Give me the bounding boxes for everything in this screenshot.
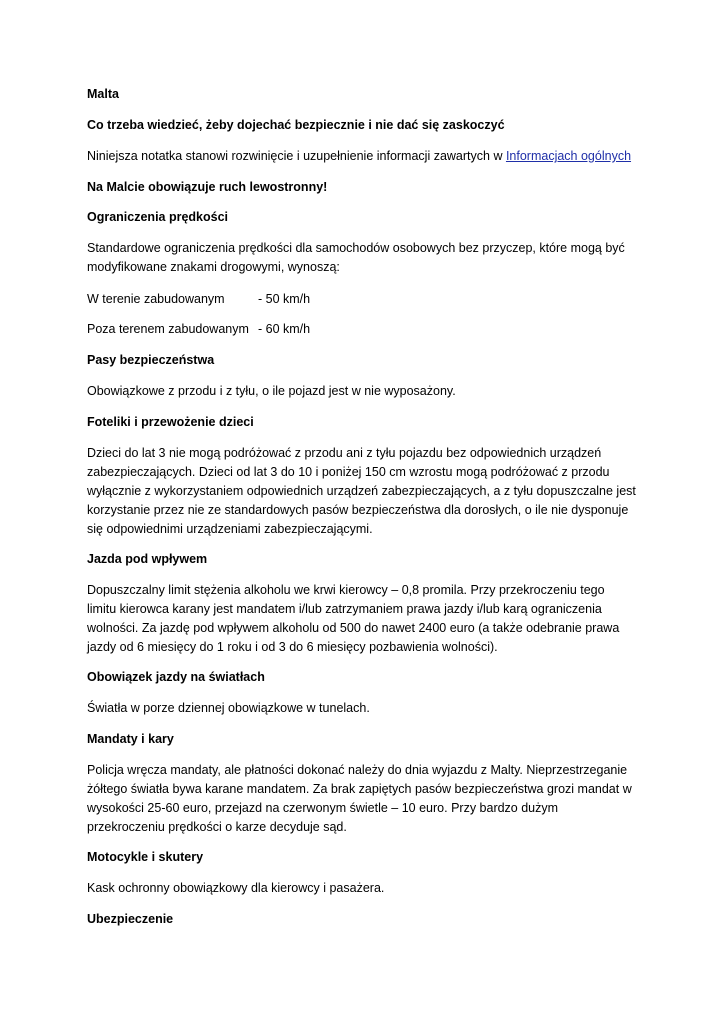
children-heading: Foteliki i przewożenie dzieci: [87, 415, 254, 429]
insurance-heading: Ubezpieczenie: [87, 912, 174, 926]
speed-row-label: W terenie zabudowanym: [87, 292, 225, 306]
lights-heading: Obowiązek jazdy na światłach: [87, 670, 265, 684]
speed-row-rural: [87, 320, 311, 339]
speed-row-value: - 60 km/h: [258, 322, 311, 336]
belts-text: Obowiązkowe z przodu i z tyłu, o ile pojazd jest w nie wyposażony.: [87, 384, 456, 398]
motorcycles-text: Kask ochronny obowiązkowy dla kierowcy i pasażera.: [87, 881, 385, 895]
left-traffic-notice: Na Malcie obowiązuje ruch lewostronny!: [87, 180, 328, 194]
speed-row-urban: [87, 290, 311, 309]
children-text: Dzieci do lat 3 nie mogą podróżować z przodu ani z tyłu pojazdu bez odpowiednich urządzeń zabezpieczających. Dzieci od lat 3 do 10 i poniżej 150 cm wzrostu mogą podróżować z przodu wyłącznie z wykorzystaniem odpowiednich urządzeń zabezpieczających, a z tyłu dopuszczalne jest korzystanie przez nie ze standardowych pasów bezpieczeństwa dla dorosłych, o ile nie dysponuje się odpowiednimi urządzeniami zabezpieczającymi.: [87, 446, 636, 536]
fines-text: Policja wręcza mandaty, ale płatności dokonać należy do dnia wyjazdu z Malty. Nieprzestrzeganie żółtego światła bywa karane mandatem. Za brak zapiętych pasów bezpieczeństwa grozi mandat w wysokości 25-60 euro, przejazd na czerwonym świetle – 10 euro. Przy bardzo dużym przekroczeniu prędkości o karze decyduje sąd.: [87, 763, 632, 834]
speed-row-label: Poza terenem zabudowanym: [87, 322, 249, 336]
speed-row-value: - 50 km/h: [258, 292, 311, 306]
intro-text: Niniejsza notatka stanowi rozwinięcie i uzupełnienie informacji zawartych w: [87, 149, 506, 163]
general-info-link[interactable]: Informacjach ogólnych: [505, 149, 632, 163]
fines-heading: Mandaty i kary: [87, 732, 174, 746]
speed-text: Standardowe ograniczenia prędkości dla samochodów osobowych bez przyczep, które mogą być modyfikowane znakami drogowymi, wynoszą:: [87, 241, 625, 274]
document-subtitle: Co trzeba wiedzieć, żeby dojechać bezpiecznie i nie dać się zaskoczyć: [87, 118, 505, 132]
document-title: Malta: [87, 87, 119, 101]
belts-heading: Pasy bezpieczeństwa: [87, 353, 215, 367]
intro-paragraph: [87, 147, 631, 166]
alcohol-text: Dopuszczalny limit stężenia alkoholu we krwi kierowcy – 0,8 promila. Przy przekroczeniu tego limitu kierowca karany jest mandatem i/lub zatrzymaniem prawa jazdy i/lub karą ograniczenia wolności. Za jazdę pod wpływem alkoholu od 500 do nawet 2400 euro (a także odebranie prawa jazdy od 6 miesięcy do 1 roku i od 3 do 6 miesięcy pozbawienia wolności).: [87, 583, 620, 654]
alcohol-heading: Jazda pod wpływem: [87, 552, 208, 566]
lights-text: Światła w porze dziennej obowiązkowe w tunelach.: [87, 701, 370, 715]
speed-heading: Ograniczenia prędkości: [87, 210, 229, 224]
motorcycles-heading: Motocykle i skutery: [87, 850, 204, 864]
